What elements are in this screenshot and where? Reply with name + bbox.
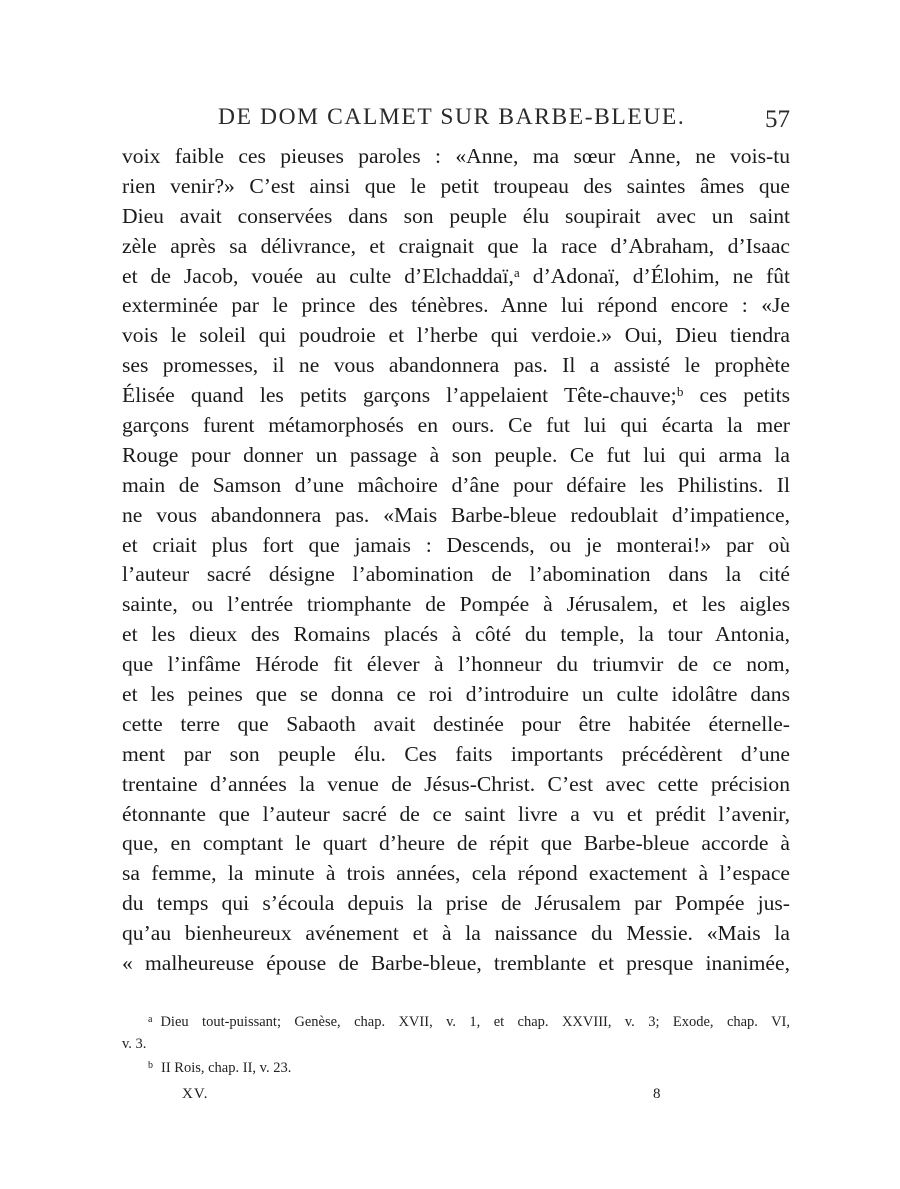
gathering-number: 8 bbox=[653, 1086, 661, 1102]
text-line: exterminée par le prince des ténèbres. Anne lui répond encore : «Je bbox=[122, 293, 790, 318]
text-line: ne vous abandonnera pas. «Mais Barbe-bleue redoublait d’impatience, bbox=[122, 502, 790, 527]
text-line: « malheureuse épouse de Barbe-bleue, tremblante et presque inanimée, bbox=[122, 951, 790, 976]
text-line: vois le soleil qui poudroie et l’herbe qui verdoie.» Oui, Dieu tiendra bbox=[122, 323, 790, 348]
footnote-b bbox=[122, 1055, 790, 1079]
running-head bbox=[122, 104, 790, 136]
text-line: l’auteur sacré désigne l’abomination de l’abomination dans la cité bbox=[122, 562, 790, 587]
footnote-a-continuation: v. 3. bbox=[122, 1036, 147, 1052]
text-line: sainte, ou l’entrée triomphante de Pompée à Jérusalem, et les aigles bbox=[122, 592, 790, 617]
text-line: trentaine d’années la venue de Jésus-Christ. C’est avec cette précision bbox=[122, 771, 790, 796]
body-text bbox=[122, 142, 790, 979]
text-line: main de Samson d’une mâchoire d’âne pour défaire les Philistins. Il bbox=[122, 472, 790, 497]
text-line: zèle après sa délivrance, et craignait que la race d’Abraham, d’Isaac bbox=[122, 233, 790, 258]
text-line: garçons furent métamorphosés en ours. Ce fut lui qui écarta la mer bbox=[122, 413, 790, 438]
text-line: voix faible ces pieuses paroles : «Anne, ma sœur Anne, ne vois-tu bbox=[122, 144, 790, 168]
text-line: et de Jacob, vouée au culte d’Elchaddaï,ᵃ d’Adonaï, d’Élohim, ne fût bbox=[122, 263, 790, 288]
page-number: 57 bbox=[765, 106, 790, 133]
running-title: DE DOM CALMET SUR BARBE-BLEUE. bbox=[218, 104, 686, 130]
footnotes bbox=[122, 1009, 790, 1079]
text-line: qu’au bienheureux avénement et à la naissance du Messie. «Mais la bbox=[122, 921, 790, 946]
text-line: que, en comptant le quart d’heure de répit que Barbe-bleue accorde à bbox=[122, 831, 790, 856]
footnote-b-text: II Rois, chap. II, v. 23. bbox=[161, 1060, 292, 1076]
text-line: étonnante que l’auteur sacré de ce saint livre a vu et prédit l’avenir, bbox=[122, 801, 790, 826]
footnote-a-mark: a bbox=[148, 1014, 153, 1025]
footnote-a-text: Dieu tout-puissant; Genèse, chap. XVII, v. 1, et chap. XXVIII, v. 3; Exode, chap. VI, bbox=[160, 1014, 790, 1030]
text-line: du temps qui s’écoula depuis la prise de Jérusalem par Pompée jus- bbox=[122, 891, 790, 916]
text-line: sa femme, la minute à trois années, cela répond exactement à l’espace bbox=[122, 861, 790, 886]
text-line: ment par son peuple élu. Ces faits importants précédèrent d’une bbox=[122, 741, 790, 766]
footnote-a bbox=[122, 1009, 790, 1033]
text-line: et les peines que se donna ce roi d’introduire un culte idolâtre dans bbox=[122, 682, 790, 707]
footnote-b-mark: b bbox=[148, 1060, 153, 1071]
text-line: rien venir?» C’est ainsi que le petit troupeau des saintes âmes que bbox=[122, 173, 790, 198]
text-line: et les dieux des Romains placés à côté du temple, la tour Antonia, bbox=[122, 622, 790, 647]
text-line: Dieu avait conservées dans son peuple élu soupirait avec un saint bbox=[122, 203, 790, 228]
signature-mark: XV. bbox=[182, 1086, 209, 1102]
text-line: et criait plus fort que jamais : Descends, ou je monterai!» par où bbox=[122, 532, 790, 557]
text-line: cette terre que Sabaoth avait destinée pour être habitée éternelle- bbox=[122, 711, 790, 736]
text-line: Rouge pour donner un passage à son peuple. Ce fut lui qui arma la bbox=[122, 442, 790, 467]
text-line: Élisée quand les petits garçons l’appelaient Tête-chauve;ᵇ ces petits bbox=[122, 383, 790, 408]
text-line: que l’infâme Hérode fit élever à l’honneur du triumvir de ce nom, bbox=[122, 652, 790, 677]
text-line: ses promesses, il ne vous abandonnera pas. Il a assisté le prophète bbox=[122, 353, 790, 378]
